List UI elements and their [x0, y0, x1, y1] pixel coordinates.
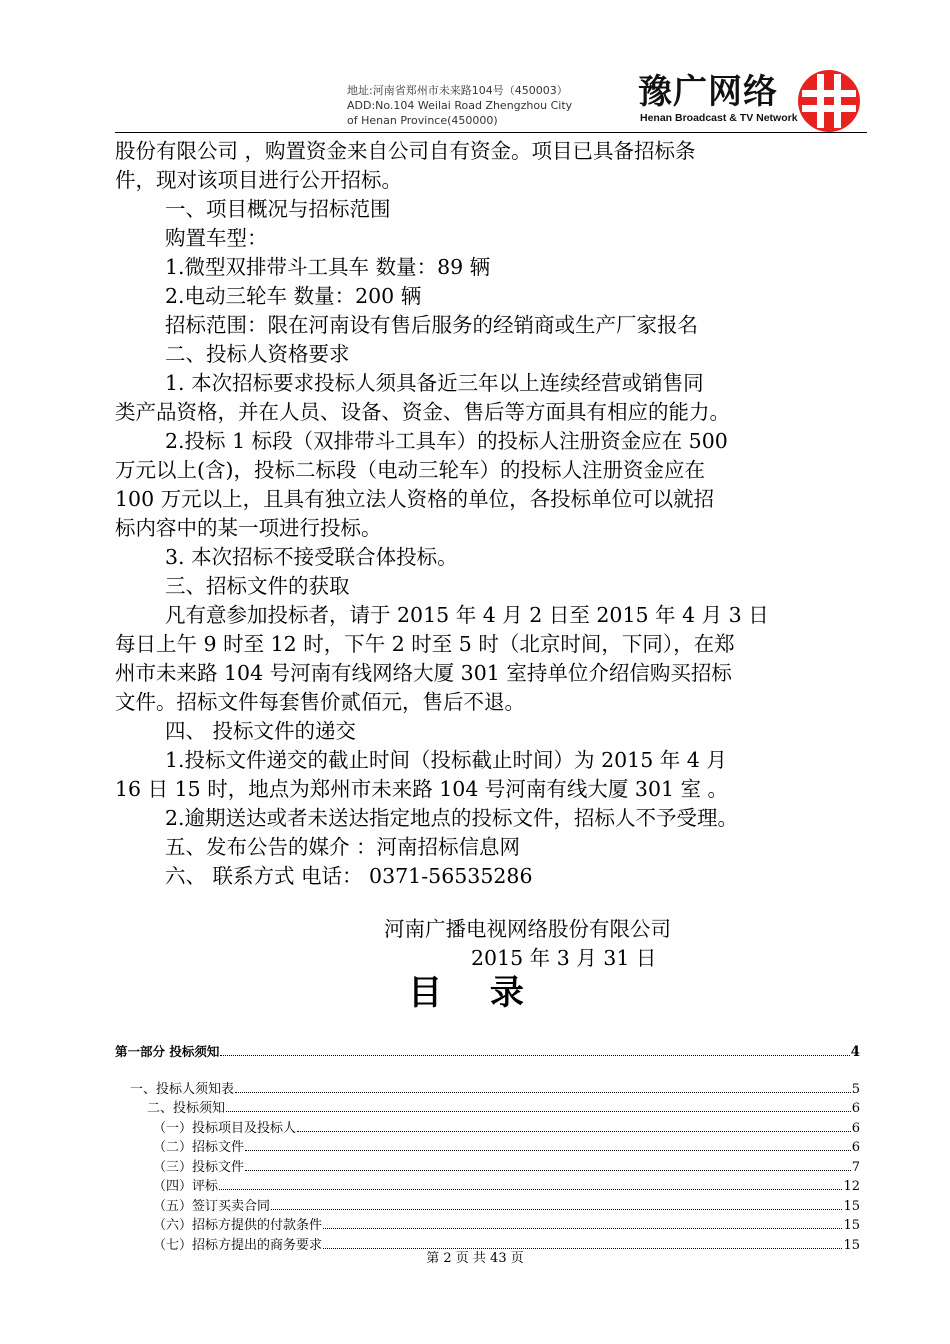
body-line: 3. 本次招标不接受联合体投标。	[165, 545, 458, 569]
body-line: 二、投标人资格要求	[165, 342, 350, 366]
body-line: 1.投标文件递交的截止时间（投标截止时间）为 2015 年 4 月	[165, 748, 727, 772]
letterhead-address	[347, 83, 572, 128]
toc-entry-page: 15	[843, 1237, 860, 1253]
body-line: 三、招标文件的获取	[165, 574, 350, 598]
body-line: 2.电动三轮车 数量：200 辆	[165, 284, 422, 308]
body-line: 文件。招标文件每套售价贰佰元，售后不退。	[115, 690, 525, 714]
toc-leader	[323, 1228, 842, 1229]
body-line: 2.逾期送达或者未送达指定地点的投标文件，招标人不予受理。	[165, 806, 739, 830]
toc-entry-page: 15	[843, 1218, 860, 1233]
page-footer: 第 2 页 共 43 页	[426, 1251, 524, 1266]
toc-entry-page: 6	[851, 1140, 860, 1155]
toc-entry-label: 第一部分 投标须知	[115, 1044, 220, 1059]
toc-entry-label: （三）投标文件	[153, 1159, 245, 1175]
toc-entry-label: （四）评标	[153, 1179, 219, 1194]
toc-leader	[245, 1150, 851, 1151]
body-line: 1.微型双排带斗工具车 数量：89 辆	[165, 255, 491, 279]
toc-entry-label: （六）招标方提供的付款条件	[153, 1218, 323, 1233]
toc-entry[interactable]	[115, 1214, 860, 1234]
body-line: 2.投标 1 标段（双排带斗工具车）的投标人注册资金应在 500	[165, 429, 728, 453]
toc-entry-label: 二、投标须知	[147, 1101, 226, 1116]
issue-date: 2015 年 3 月 31 日	[471, 946, 657, 970]
toc-entry-label: （七）招标方提出的商务要求	[153, 1237, 323, 1253]
toc-entry-page: 15	[843, 1198, 860, 1214]
body-line: 类产品资格，并在人员、设备、资金、售后等方面具有相应的能力。	[115, 400, 730, 424]
toc-entry-main[interactable]	[115, 1042, 860, 1062]
body-line: 五、发布公告的媒介 ：河南招标信息网	[165, 835, 521, 859]
body-line: 凡有意参加投标者，请于 2015 年 4 月 2 日至 2015 年 4 月 3 日	[165, 603, 769, 627]
body-line: 100 万元以上，且具有独立法人资格的单位，各投标单位可以就招	[115, 487, 715, 511]
toc-entry-label: （二）招标文件	[153, 1140, 245, 1155]
toc-leader	[297, 1131, 851, 1132]
toc-leader	[271, 1209, 842, 1210]
toc-entry-page: 7	[851, 1159, 860, 1175]
body-line: 招标范围：限在河南设有售后服务的经销商或生产厂家报名	[165, 313, 698, 337]
toc-entry[interactable]	[115, 1175, 860, 1195]
toc-entry-label: 一、投标人须知表	[130, 1081, 235, 1097]
toc-entry-label: （五）签订买卖合同	[153, 1198, 271, 1214]
toc-entry-label: （一）投标项目及投标人	[153, 1120, 297, 1136]
company-logo-icon	[796, 68, 862, 134]
body-line: 购置车型：	[165, 226, 268, 250]
body-line: 每日上午 9 时至 12 时，下午 2 时至 5 时（北京时间，下同），在郑	[115, 632, 735, 656]
body-line: 六、 联系方式 电话： 0371-56535286	[165, 864, 533, 888]
toc-entry-page: 5	[851, 1081, 860, 1097]
announcement-body	[115, 137, 875, 891]
toc-entry-page: 12	[843, 1179, 860, 1194]
body-line: 一、项目概况与招标范围	[165, 197, 391, 221]
toc-entry[interactable]	[115, 1097, 860, 1117]
toc-entry[interactable]	[115, 1136, 860, 1156]
toc-entry[interactable]	[115, 1078, 860, 1098]
address-en-line1: ADD:No.104 Weilai Road Zhengzhou City	[347, 99, 573, 112]
toc-leader	[219, 1189, 842, 1190]
body-line: 标内容中的某一项进行投标。	[115, 516, 382, 540]
toc-entry-page: 4	[850, 1044, 860, 1060]
toc-entry-page: 6	[851, 1120, 860, 1136]
header-divider	[115, 132, 867, 133]
toc-leader	[226, 1111, 851, 1112]
table-of-contents	[115, 1042, 860, 1253]
toc-entry[interactable]	[115, 1195, 860, 1215]
toc-leader	[220, 1055, 849, 1056]
toc-title: 目 录	[408, 973, 542, 1013]
toc-entry-page: 6	[851, 1101, 860, 1116]
body-line: 1. 本次招标要求投标人须具备近三年以上连续经营或销售同	[165, 371, 704, 395]
body-line: 股份有限公司 ，购置资金来自公司自有资金。项目已具备招标条	[115, 139, 696, 163]
toc-entry[interactable]	[115, 1156, 860, 1176]
body-line: 16 日 15 时，地点为郑州市未来路 104 号河南有线大厦 301 室 。	[115, 777, 729, 801]
address-cn: 地址:河南省郑州市未来路104号（450003）	[347, 84, 568, 97]
body-line: 州市未来路 104 号河南有线网络大厦 301 室持单位介绍信购买招标	[115, 661, 732, 685]
company-logo-subtitle: Henan Broadcast & TV Network	[640, 112, 798, 124]
body-line: 万元以上(含)，投标二标段（电动三轮车）的投标人注册资金应在	[115, 458, 705, 482]
address-en-line2: of Henan Province(450000)	[347, 114, 498, 127]
issuer-company: 河南广播电视网络股份有限公司	[384, 917, 671, 941]
body-line: 四、 投标文件的递交	[165, 719, 357, 743]
toc-leader	[235, 1092, 851, 1093]
body-line: 件，现对该项目进行公开招标。	[115, 168, 402, 192]
toc-leader	[245, 1170, 851, 1171]
toc-entry[interactable]	[115, 1117, 860, 1137]
company-logo-text: 豫广网络	[638, 72, 778, 112]
